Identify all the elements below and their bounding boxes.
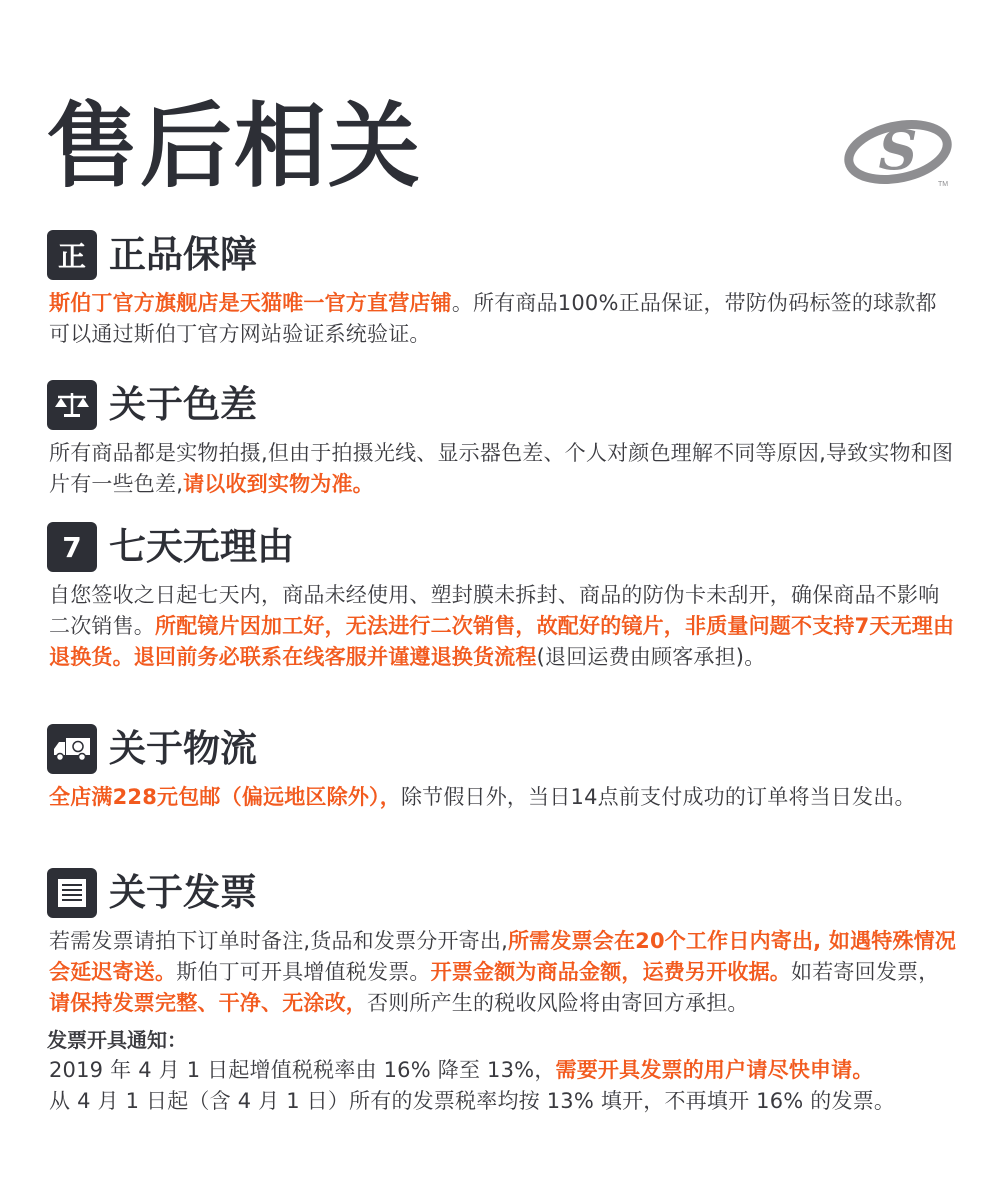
logo-mark: S — [878, 118, 918, 182]
highlight-text: 全店满228元包邮（偏远地区除外）， — [49, 785, 401, 809]
section-color-difference — [47, 378, 957, 500]
section-body — [49, 580, 957, 673]
section-body — [49, 782, 957, 813]
highlight-text: 请保持发票完整、干净、无涂改， — [49, 991, 367, 1015]
section-body — [49, 288, 957, 350]
invoice-icon — [47, 868, 97, 918]
section-logistics — [47, 722, 957, 813]
section-genuine — [47, 228, 957, 350]
genuine-badge-icon: 正 — [47, 230, 97, 280]
section-title: 正品保障 — [109, 233, 257, 276]
body-text: 自您签收之日起七天内，商品未经使用、塑封膜未拆封、商品的防伪卡未刮开，确保商品不影响二次销售。 — [49, 583, 940, 638]
body-text: 如若寄回发票， — [791, 960, 940, 984]
seven-days-icon: 7 — [47, 522, 97, 572]
body-text: 斯伯丁可开具增值税发票。 — [176, 960, 431, 984]
scale-icon — [47, 380, 97, 430]
logo-tm: TM — [938, 181, 949, 188]
notice-line: 2019 年 4 月 1 日起增值税税率由 16% 降至 13%， — [49, 1058, 556, 1082]
body-text: 否则所产生的税收风险将由寄回方承担。 — [367, 991, 749, 1015]
section-seven-days — [47, 520, 957, 673]
section-title: 七天无理由 — [109, 525, 294, 568]
body-text: (退回运费由顾客承担)。 — [536, 645, 766, 669]
page-title: 售后相关 — [46, 93, 423, 200]
section-body — [49, 438, 957, 500]
body-text: 。所有商品100%正品保证，带防伪码标签的球款都可以通过斯伯丁官方网站验证系统验证。 — [49, 291, 937, 346]
highlight-text: 请以收到实物为准。 — [183, 472, 374, 496]
highlight-text: 斯伯丁官方旗舰店是天猫唯一官方直营店铺 — [49, 291, 452, 315]
section-invoice — [47, 866, 957, 1117]
spalding-logo — [842, 112, 957, 192]
section-body — [49, 926, 957, 1019]
highlight-text: 所配镜片因加工好，无法进行二次销售，故配好的镜片，非质量问题不支持7天无理由退换货。退回前务必联系在线客服并谨遵退换货流程 — [49, 614, 955, 669]
body-text: 若需发票请拍下订单时备注,货品和发票分开寄出, — [49, 929, 508, 953]
notice-line: 从 4 月 1 日起（含 4 月 1 日）所有的发票税率均按 13% 填开，不再填开 16% 的发票。 — [49, 1089, 896, 1113]
section-title: 关于物流 — [109, 727, 257, 770]
highlight-text: 开票金额为商品金额，运费另开收据。 — [430, 960, 792, 984]
invoice-notice-title: 发票开具通知： — [47, 1028, 187, 1052]
body-text: 所有商品都是实物拍摄,但由于拍摄光线、显示器色差、个人对颜色理解不同等原因,导致实物和图片有一些色差, — [49, 441, 954, 496]
highlight-text: 所需发票会在20个工作日内寄出, 如遇特殊情况会延迟寄送。 — [49, 929, 957, 984]
body-text: 除节假日外，当日14点前支付成功的订单将当日发出。 — [400, 785, 916, 809]
section-title: 关于发票 — [109, 871, 257, 914]
section-title: 关于色差 — [109, 383, 257, 426]
notice-highlight: 需要开具发票的用户请尽快申请。 — [555, 1058, 874, 1082]
invoice-notice-body — [49, 1055, 957, 1117]
delivery-truck-icon — [47, 724, 97, 774]
